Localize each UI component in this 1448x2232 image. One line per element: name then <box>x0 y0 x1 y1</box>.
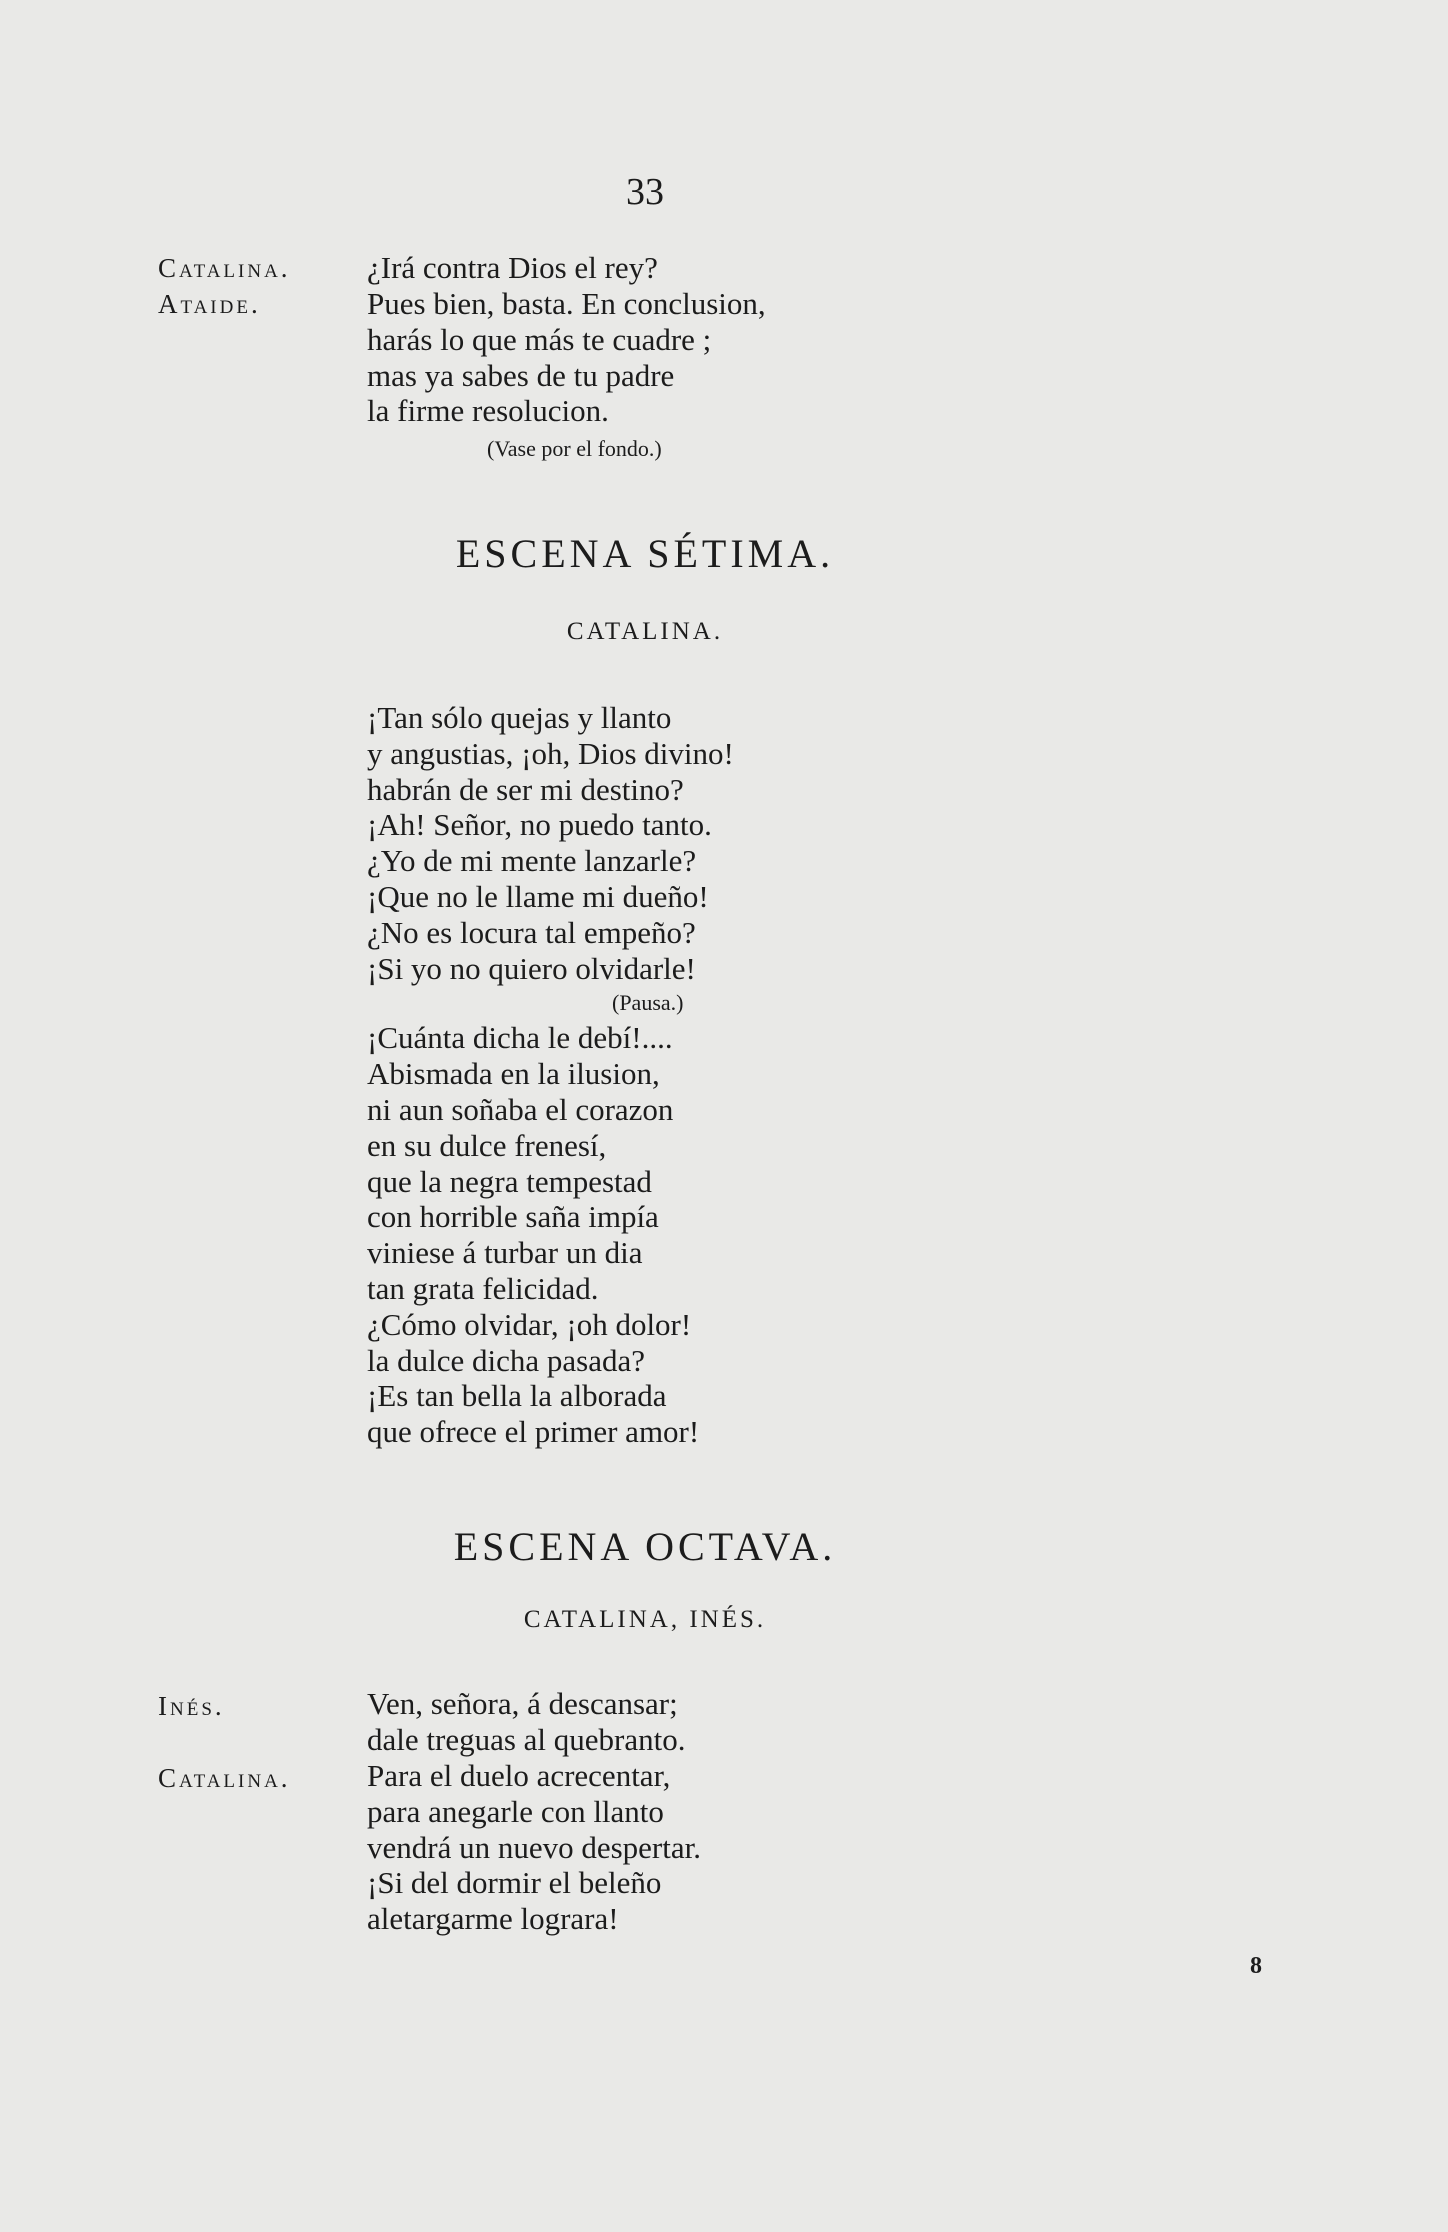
signature-mark: 8 <box>1250 1953 1262 1979</box>
verse-line: en su dulce frenesí, <box>367 1127 607 1163</box>
verse-line: ¡Si yo no quiero olvidarle! <box>367 950 696 986</box>
verse-block <box>367 286 766 469</box>
verse-line: ¡Es tan bella la alborada <box>367 1378 667 1414</box>
verse-line: viniese á turbar un dia <box>367 1235 643 1271</box>
stage-direction: (Vase por el fondo.) <box>487 436 662 462</box>
verse-line: ¡Tan sólo quejas y llanto <box>367 700 672 735</box>
verse-line: con horrible saña impía <box>367 1199 659 1235</box>
scene-title: ESCENA OCTAVA. <box>453 1524 837 1569</box>
verse-line: tan grata felicidad. <box>367 1270 599 1306</box>
verse-line: ¡Cuánta dicha le debí!.... <box>367 1020 673 1056</box>
verse-line: ¿Irá contra Dios el rey? <box>367 250 658 285</box>
scene-cast: CATALINA. <box>566 618 724 645</box>
verse-line: y angustias, ¡oh, Dios divino! <box>367 735 734 771</box>
verse-line: ¿Cómo olvidar, ¡oh dolor! <box>367 1306 692 1342</box>
page-number: 33 <box>626 171 664 213</box>
verse-line: dale treguas al quebranto. <box>367 1721 686 1757</box>
verse-line: mas ya sabes de tu padre <box>367 357 675 393</box>
verse-line: la dulce dicha pasada? <box>367 1342 645 1378</box>
speaker-catalina: Catalina. <box>158 1763 291 1793</box>
verse-line: vendrá un nuevo despertar. <box>367 1829 701 1865</box>
verse-line: que la negra tempestad <box>367 1163 652 1199</box>
verse-block <box>367 700 734 1450</box>
verse-line: la firme resolucion. <box>367 393 609 429</box>
speaker-catalina: Catalina. <box>158 253 291 283</box>
verse-line: ¿No es locura tal empeño? <box>367 914 696 950</box>
verse-line: para anegarle con llanto <box>367 1793 664 1829</box>
speaker-ataide: Ataide. <box>158 289 261 319</box>
verse-line: aletargarme lograra! <box>367 1901 619 1937</box>
verse-block <box>367 250 658 286</box>
verse-block <box>367 1758 701 1937</box>
verse-line: ¿Yo de mi mente lanzarle? <box>367 843 697 879</box>
verse-line: ni aun soñaba el corazon <box>367 1091 674 1127</box>
verse-line: Ven, señora, á descansar; <box>367 1686 678 1721</box>
scene-title: ESCENA SÉTIMA. <box>455 531 835 576</box>
verse-line: ¡Ah! Señor, no puedo tanto. <box>367 807 712 843</box>
scene-cast: CATALINA, INÉS. <box>523 1606 767 1633</box>
verse-line: ¡Si del dormir el beleño <box>367 1865 662 1901</box>
speaker-ines: Inés. <box>158 1691 225 1721</box>
verse-line: que ofrece el primer amor! <box>367 1414 700 1450</box>
verse-line: Abismada en la ilusion, <box>367 1056 660 1092</box>
stage-direction: (Pausa.) <box>612 990 684 1016</box>
verse-line: habrán de ser mi destino? <box>367 771 684 807</box>
verse-line: harás lo que más te cuadre ; <box>367 321 712 357</box>
verse-line: Pues bien, basta. En conclusion, <box>367 286 766 321</box>
verse-line: ¡Que no le llame mi dueño! <box>367 878 709 914</box>
verse-block <box>367 1686 685 1758</box>
verse-line: Para el duelo acrecentar, <box>367 1758 671 1793</box>
